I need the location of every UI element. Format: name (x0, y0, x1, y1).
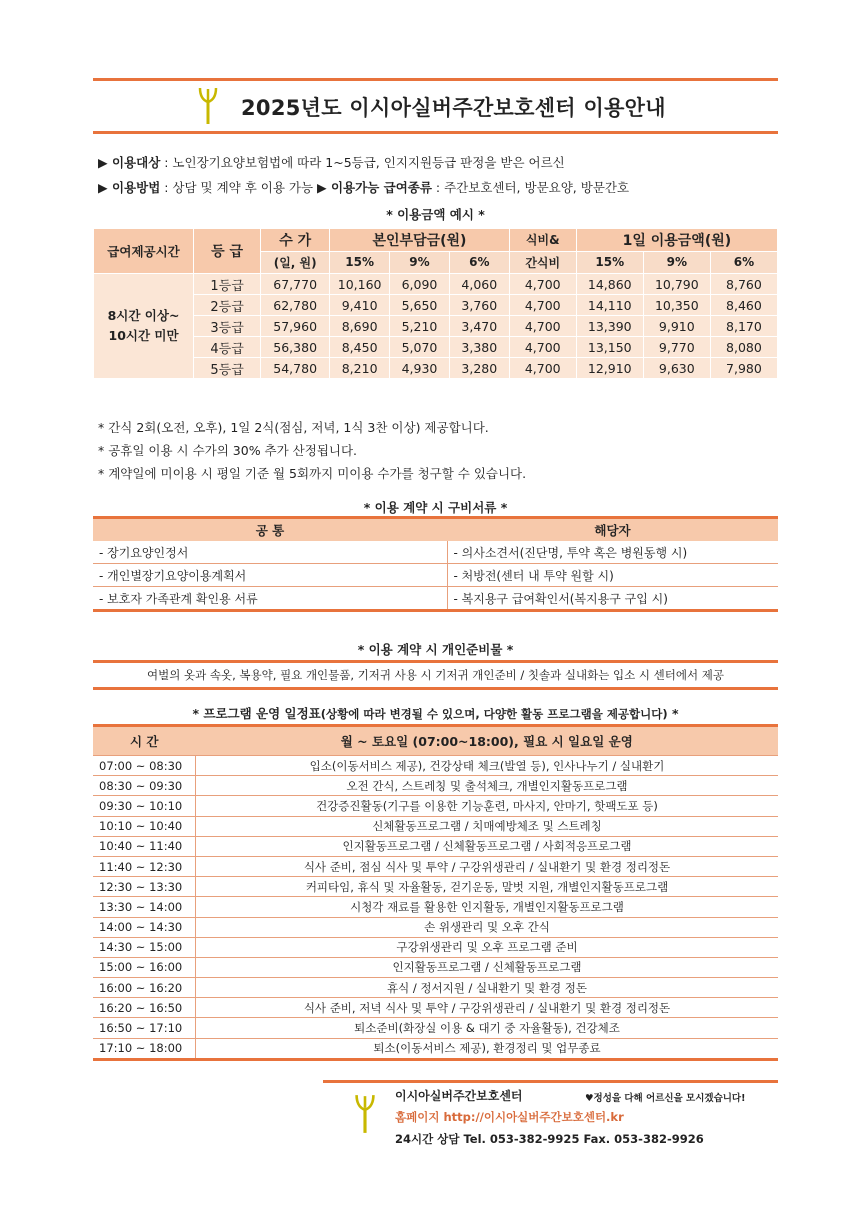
fee-header-time: 급여제공시간 (94, 229, 194, 274)
fee-section-title: * 이용금액 예시 * (386, 207, 485, 222)
schedule-activity: 퇴소(이동서비스 제공), 환경정리 및 업무종료 (196, 1038, 779, 1059)
docs-section-title: * 이용 계약 시 구비서류 * (363, 500, 508, 515)
schedule-time: 09:30 ~ 10:10 (93, 796, 196, 816)
leaf-logo-icon (197, 86, 219, 126)
schedule-activity: 커피타임, 휴식 및 자율활동, 걷기운동, 말벗 지원, 개별인지활동프로그램 (196, 877, 779, 897)
schedule-activity: 손 위생관리 및 오후 간식 (196, 917, 779, 937)
table-row (93, 756, 778, 776)
fee-daily-9: 9,630 (643, 358, 710, 379)
fee-suga: 62,780 (261, 295, 330, 316)
fee-header-meal: 식비& (509, 229, 576, 252)
fee-group-line2: 10시간 미만 (108, 328, 179, 343)
table-row (93, 796, 778, 816)
schedule-activity: 인지활동프로그램 / 신체활동프로그램 / 사회적응프로그램 (196, 836, 779, 856)
footer-homepage-link[interactable]: 홈페이지 http://이시아실버주간보호센터.kr (395, 1110, 624, 1124)
schedule-time: 10:40 ~ 11:40 (93, 836, 196, 856)
schedule-time: 15:00 ~ 16:00 (93, 957, 196, 977)
prep-text: 여벌의 옷과 속옷, 복용약, 필요 개인물품, 기저귀 사용 시 기저귀 개인준비 / 칫솔과 실내화는 입소 시 센터에서 제공 (93, 660, 778, 690)
note-holiday: * 공휴일 이용 시 수가의 30% 추가 산정됩니다. (98, 443, 358, 458)
schedule-activity: 휴식 / 정서지원 / 실내환기 및 환경 정돈 (196, 978, 779, 998)
schedule-activity: 식사 준비, 저녁 식사 및 투약 / 구강위생관리 / 실내환기 및 환경 정리정돈 (196, 998, 779, 1018)
fee-self-9: 5,650 (390, 295, 450, 316)
schedule-activity: 식사 준비, 점심 식사 및 투약 / 구강위생관리 / 실내환기 및 환경 정리정돈 (196, 856, 779, 876)
fee-group-line1: 8시간 이상~ (107, 308, 180, 323)
intro-target-text: : 노인장기요양보험법에 따라 1~5등급, 인지지원등급 판정을 받은 어르신 (160, 155, 565, 170)
table-row (94, 274, 778, 295)
fee-self-6: 3,380 (449, 337, 509, 358)
schedule-time: 14:30 ~ 15:00 (93, 937, 196, 957)
docs-common-item: - 보호자 가족관계 확인용 서류 (93, 587, 447, 611)
schedule-activity: 시청각 재료를 활용한 인지활동, 개별인지활동프로그램 (196, 897, 779, 917)
fee-header-self-15: 15% (330, 251, 390, 274)
fee-header-meal-sub: 간식비 (509, 251, 576, 274)
table-row (93, 776, 778, 796)
table-row (93, 541, 778, 564)
intro-line-target (98, 153, 565, 171)
fee-self-6: 4,060 (449, 274, 509, 295)
table-row (93, 937, 778, 957)
table-row (93, 957, 778, 977)
fee-daily-9: 9,910 (643, 316, 710, 337)
fee-header-daily: 1일 이용금액(원) (576, 229, 777, 252)
schedule-time: 17:10 ~ 18:00 (93, 1038, 196, 1059)
footer-contact: 24시간 상담 Tel. 053-382-9925 Fax. 053-382-9926 (395, 1132, 704, 1146)
schedule-activity: 구강위생관리 및 오후 프로그램 준비 (196, 937, 779, 957)
schedule-header-days: 월 ~ 토요일 (07:00~18:00), 필요 시 일요일 운영 (196, 726, 779, 756)
table-row (93, 836, 778, 856)
schedule-section-title (93, 704, 778, 722)
fee-header-daily-9: 9% (643, 251, 710, 274)
table-row (93, 877, 778, 897)
fee-daily-6: 8,170 (710, 316, 777, 337)
fee-daily-9: 9,770 (643, 337, 710, 358)
fee-header-self-9: 9% (390, 251, 450, 274)
fee-grade: 5등급 (194, 358, 261, 379)
docs-applicable-item: - 처방전(센터 내 투약 원할 시) (447, 564, 778, 587)
table-row (93, 998, 778, 1018)
docs-header-applicable: 해당자 (447, 518, 778, 542)
table-row (93, 816, 778, 836)
fee-daily-6: 8,760 (710, 274, 777, 295)
table-row (94, 337, 778, 358)
docs-applicable-item: - 복지용구 급여확인서(복지용구 구입 시) (447, 587, 778, 611)
fee-daily-15: 13,150 (576, 337, 643, 358)
prep-section-title: * 이용 계약 시 개인준비물 * (357, 642, 514, 657)
fee-self-6: 3,760 (449, 295, 509, 316)
schedule-time: 16:50 ~ 17:10 (93, 1018, 196, 1038)
intro-benefit-label: ▶ 이용가능 급여종류 (317, 180, 432, 195)
schedule-title-end: * (667, 706, 679, 721)
fee-self-15: 10,160 (330, 274, 390, 295)
schedule-time: 08:30 ~ 09:30 (93, 776, 196, 796)
fee-meal: 4,700 (509, 337, 576, 358)
fee-daily-6: 8,460 (710, 295, 777, 316)
fee-header-daily-6: 6% (710, 251, 777, 274)
table-row (93, 564, 778, 587)
fee-self-15: 9,410 (330, 295, 390, 316)
fee-self-15: 8,690 (330, 316, 390, 337)
fee-self-15: 8,450 (330, 337, 390, 358)
schedule-time: 07:00 ~ 08:30 (93, 756, 196, 776)
schedule-header-time: 시 간 (93, 726, 196, 756)
schedule-time: 16:00 ~ 16:20 (93, 978, 196, 998)
docs-common-item: - 개인별장기요양이용계획서 (93, 564, 447, 587)
fee-meal: 4,700 (509, 316, 576, 337)
fee-suga: 57,960 (261, 316, 330, 337)
fee-meal: 4,700 (509, 274, 576, 295)
fee-grade: 4등급 (194, 337, 261, 358)
schedule-title-sub: (상황에 따라 변경될 수 있으며, 다양한 활동 프로그램을 제공합니다) (320, 707, 668, 721)
schedule-title-main: * 프로그램 운영 일정표 (192, 706, 321, 721)
fee-meal: 4,700 (509, 358, 576, 379)
docs-applicable-item: - 의사소견서(진단명, 투약 혹은 병원동행 시) (447, 541, 778, 564)
fee-self-9: 6,090 (390, 274, 450, 295)
table-row (93, 587, 778, 611)
fee-daily-15: 12,910 (576, 358, 643, 379)
note-noshow: * 계약일에 미이용 시 평일 기준 월 5회까지 미이용 수가를 청구할 수 있습니다. (98, 466, 527, 481)
fee-grade: 2등급 (194, 295, 261, 316)
fee-self-9: 5,210 (390, 316, 450, 337)
schedule-activity: 입소(이동서비스 제공), 건강상태 체크(발열 등), 인사나누기 / 실내환기 (196, 756, 779, 776)
docs-table (93, 516, 778, 612)
fee-header-self: 본인부담금(원) (330, 229, 509, 252)
table-row (93, 1018, 778, 1038)
footer-slogan: ♥정성을 다해 어르신을 모시겠습니다! (585, 1093, 746, 1104)
title-block (93, 80, 778, 134)
fee-group-label (94, 274, 194, 379)
table-row (94, 316, 778, 337)
fee-daily-15: 14,110 (576, 295, 643, 316)
table-row (94, 358, 778, 379)
docs-header-common: 공 통 (93, 518, 447, 542)
schedule-activity: 오전 간식, 스트레칭 및 출석체크, 개별인지활동프로그램 (196, 776, 779, 796)
schedule-activity: 퇴소준비(화장실 이용 & 대기 중 자율활동), 건강체조 (196, 1018, 779, 1038)
fee-header-suga-sub: (일, 원) (261, 251, 330, 274)
fee-suga: 56,380 (261, 337, 330, 358)
fee-header-grade: 등 급 (194, 229, 261, 274)
fee-grade: 3등급 (194, 316, 261, 337)
fee-header-self-6: 6% (449, 251, 509, 274)
table-row (94, 295, 778, 316)
fee-daily-15: 13,390 (576, 316, 643, 337)
footer (323, 1080, 778, 1153)
schedule-activity: 신체활동프로그램 / 치매예방체조 및 스트레칭 (196, 816, 779, 836)
intro-benefit-text: : 주간보호센터, 방문요양, 방문간호 (431, 180, 630, 195)
fee-meal: 4,700 (509, 295, 576, 316)
fee-table (93, 228, 778, 379)
leaf-logo-icon (353, 1093, 377, 1135)
schedule-time: 12:30 ~ 13:30 (93, 877, 196, 897)
fee-suga: 54,780 (261, 358, 330, 379)
page-title: 2025년도 이시아실버주간보호센터 이용안내 (241, 96, 666, 120)
fee-daily-6: 7,980 (710, 358, 777, 379)
schedule-time: 14:00 ~ 14:30 (93, 917, 196, 937)
fee-self-9: 5,070 (390, 337, 450, 358)
table-row (93, 917, 778, 937)
fee-grade: 1등급 (194, 274, 261, 295)
schedule-table (93, 724, 778, 1061)
table-row (93, 897, 778, 917)
fee-daily-15: 14,860 (576, 274, 643, 295)
fee-self-15: 8,210 (330, 358, 390, 379)
fee-daily-9: 10,350 (643, 295, 710, 316)
title-rule-bottom (93, 131, 778, 134)
fee-daily-6: 8,080 (710, 337, 777, 358)
fee-self-6: 3,470 (449, 316, 509, 337)
table-row (93, 856, 778, 876)
schedule-time: 10:10 ~ 10:40 (93, 816, 196, 836)
fee-self-9: 4,930 (390, 358, 450, 379)
fee-suga: 67,770 (261, 274, 330, 295)
table-row (93, 978, 778, 998)
schedule-activity: 인지활동프로그램 / 신체활동프로그램 (196, 957, 779, 977)
table-row (93, 1038, 778, 1059)
intro-method-label: ▶ 이용방법 (98, 180, 161, 195)
schedule-time: 11:40 ~ 12:30 (93, 856, 196, 876)
fee-header-daily-15: 15% (576, 251, 643, 274)
schedule-activity: 건강증진활동(기구를 이용한 기능훈련, 마사지, 안마기, 핫팩도포 등) (196, 796, 779, 816)
docs-common-item: - 장기요양인정서 (93, 541, 447, 564)
footer-center-name: 이시아실버주간보호센터 (395, 1089, 523, 1103)
fee-header-suga: 수 가 (261, 229, 330, 252)
schedule-time: 13:30 ~ 14:00 (93, 897, 196, 917)
fee-self-6: 3,280 (449, 358, 509, 379)
fee-daily-9: 10,790 (643, 274, 710, 295)
intro-method-text: : 상담 및 계약 후 이용 가능 (160, 180, 318, 195)
intro-line-method (98, 178, 629, 196)
schedule-time: 16:20 ~ 16:50 (93, 998, 196, 1018)
note-snack: * 간식 2회(오전, 오후), 1일 2식(점심, 저녁, 1식 3찬 이상) 제공합니다. (98, 420, 489, 435)
intro-target-label: ▶ 이용대상 (98, 155, 161, 170)
